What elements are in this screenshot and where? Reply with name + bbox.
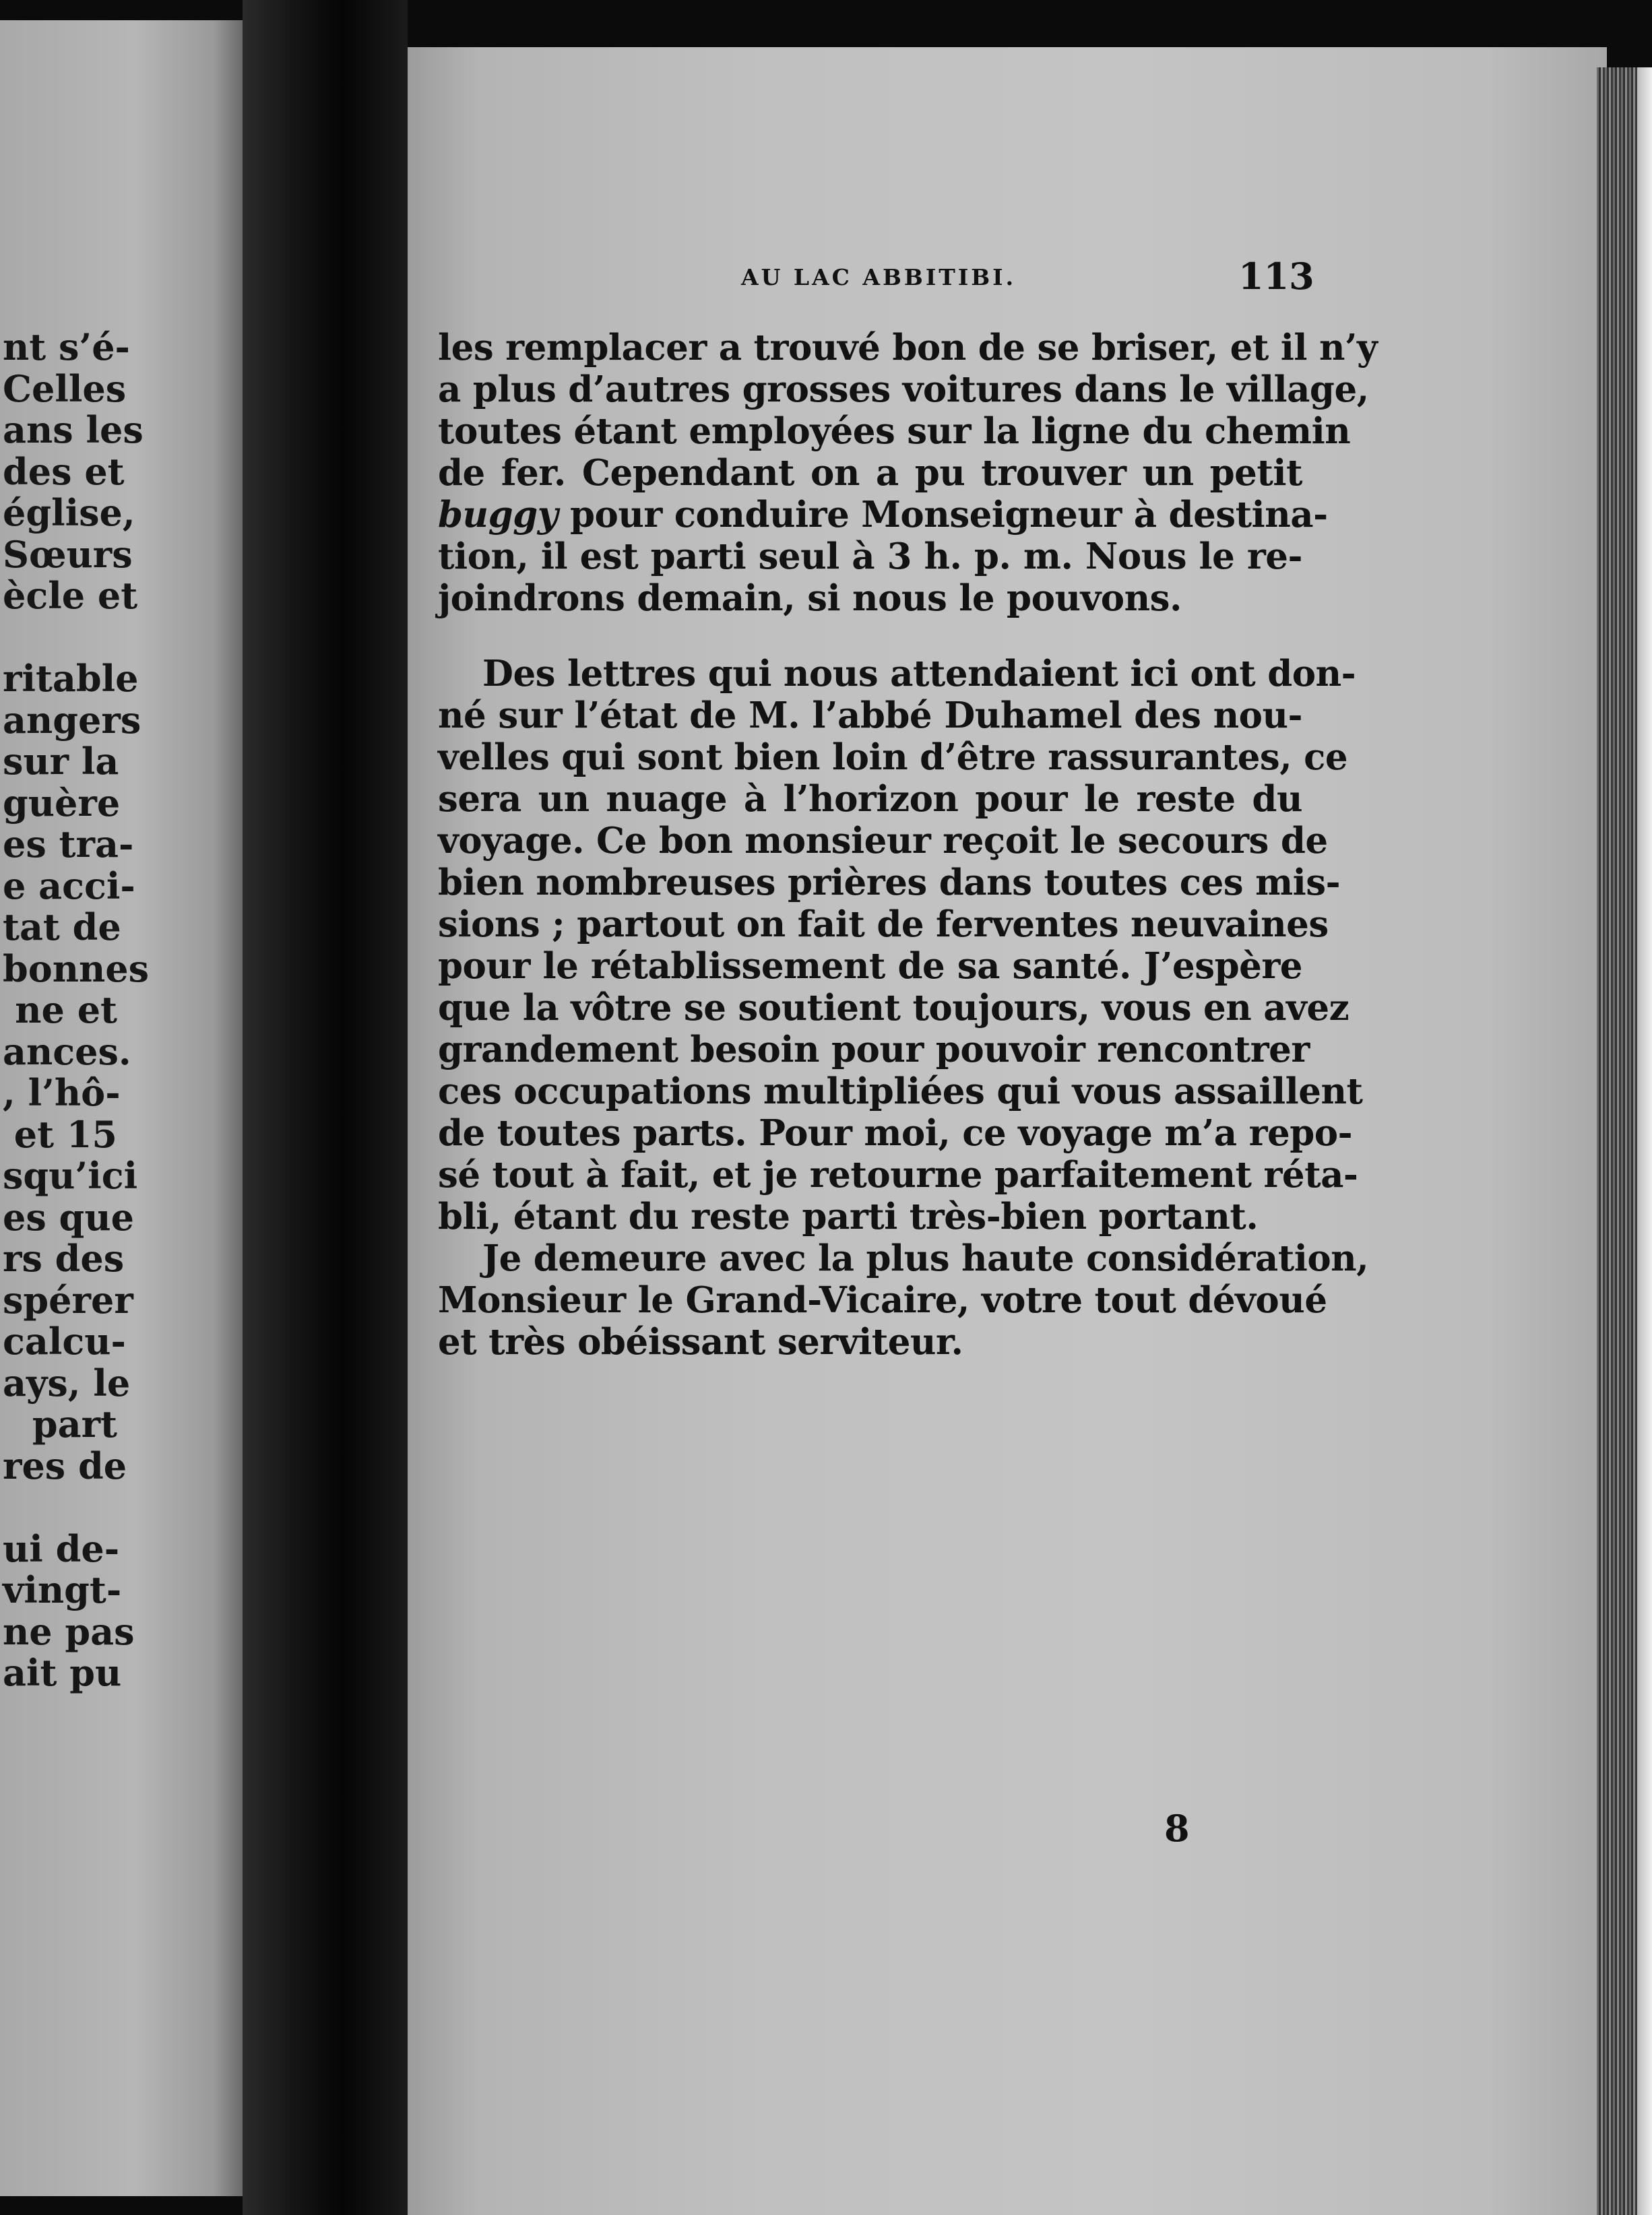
text-line: Des lettres qui nous attendaient ici ont don- (482, 653, 1356, 695)
facing-page-line: ans les (3, 408, 144, 451)
facing-page-line: part (32, 1403, 117, 1446)
facing-page-line: ritable (3, 657, 139, 700)
page-edge-highlight (1637, 67, 1652, 2215)
facing-page-line: guère (3, 781, 121, 825)
facing-page-line: calcu- (3, 1320, 126, 1363)
text-line: voyage. Ce bon monsieur reçoit le secours de (438, 820, 1328, 862)
text-line: que la vôtre se soutient toujours, vous en avez (438, 987, 1349, 1029)
body-text (438, 327, 1378, 1363)
facing-page-line: église, (3, 491, 135, 534)
book-gutter (243, 0, 408, 2215)
facing-page-line: ui de- (3, 1527, 120, 1570)
text-line: de fer. Cependant on a pu trouver un petit (438, 452, 1302, 494)
facing-page-line: Sœurs (3, 532, 133, 576)
text-line: toutes étant employées sur la ligne du chemin (438, 410, 1351, 452)
facing-page-line: squ’ici (3, 1154, 138, 1197)
text-line-italic-start (438, 494, 1328, 536)
facing-page-line: tat de (3, 905, 121, 949)
facing-page-line: ait pu (3, 1651, 122, 1694)
text-line: sé tout à fait, et je retourne parfaitement réta- (438, 1154, 1358, 1196)
text-line: né sur l’état de M. l’abbé Duhamel des nou- (438, 695, 1302, 736)
facing-page-line: ne pas (3, 1609, 135, 1653)
facing-page-line: des et (3, 449, 125, 493)
text-line: joindrons demain, si nous le pouvons. (438, 577, 1182, 619)
text-line: sions ; partout on fait de ferventes neuvaines (438, 903, 1329, 945)
facing-page-line: ances. (3, 1029, 131, 1073)
facing-page-line: Celles (3, 366, 127, 410)
facing-page-line: ècle et (3, 574, 138, 617)
running-head: AU LAC ABBITIBI. (741, 264, 1017, 290)
text-line: bli, étant du reste parti très-bien portant. (438, 1196, 1259, 1238)
facing-page-line: nt s’é- (3, 325, 130, 368)
text-line: Monsieur le Grand-Vicaire, votre tout dévoué (438, 1279, 1327, 1321)
paragraph-break (3, 617, 117, 659)
text-line: sera un nuage à l’horizon pour le reste du (438, 778, 1302, 820)
text-line: grandement besoin pour pouvoir rencontrer (438, 1029, 1310, 1070)
facing-page-line: ne et (15, 988, 117, 1031)
facing-page-line: bonnes (3, 946, 150, 990)
text-line: ces occupations multipliées qui vous assaillent (438, 1070, 1363, 1112)
paragraph-break (438, 619, 1302, 653)
text-line: pour le rétablissement de sa santé. J’espère (438, 945, 1302, 987)
facing-page-line: vingt- (3, 1568, 122, 1611)
facing-page-line: spérer (3, 1278, 133, 1322)
facing-page-line: sur la (3, 740, 119, 783)
facing-page-line: angers (3, 698, 141, 742)
facing-page (0, 20, 243, 2196)
signature-mark: 8 (1164, 1807, 1190, 1850)
facing-page-line: et 15 (13, 1112, 117, 1156)
facing-page-text (3, 325, 150, 1694)
facing-page-line: es que (3, 1195, 134, 1239)
page-number: 113 (1238, 255, 1314, 298)
text-line: Je demeure avec la plus haute considération, (482, 1238, 1369, 1279)
text-line: a plus d’autres grosses voitures dans le village, (438, 368, 1369, 410)
facing-page-line: , l’hô- (3, 1071, 121, 1114)
paragraph-break (3, 1487, 117, 1529)
text-line: de toutes parts. Pour moi, ce voyage m’a repo- (438, 1112, 1353, 1154)
text-line: bien nombreuses prières dans toutes ces mis- (438, 862, 1341, 903)
facing-page-line: rs des (3, 1237, 125, 1280)
text-line: les remplacer a trouvé bon de se briser, et il n’y (438, 327, 1378, 368)
italic-word: buggy (438, 494, 559, 536)
text-line: velles qui sont bien loin d’être rassurantes, ce (438, 736, 1348, 778)
text-line: tion, il est parti seul à 3 h. p. m. Nous le re- (438, 536, 1302, 577)
text-line: pour conduire Monseigneur à destina- (558, 494, 1328, 536)
facing-page-line: ays, le (3, 1361, 131, 1405)
facing-page-line: es tra- (3, 823, 134, 866)
text-line: et très obéissant serviteur. (438, 1321, 963, 1363)
facing-page-line: res de (3, 1444, 127, 1487)
facing-page-line: e acci- (3, 864, 135, 907)
